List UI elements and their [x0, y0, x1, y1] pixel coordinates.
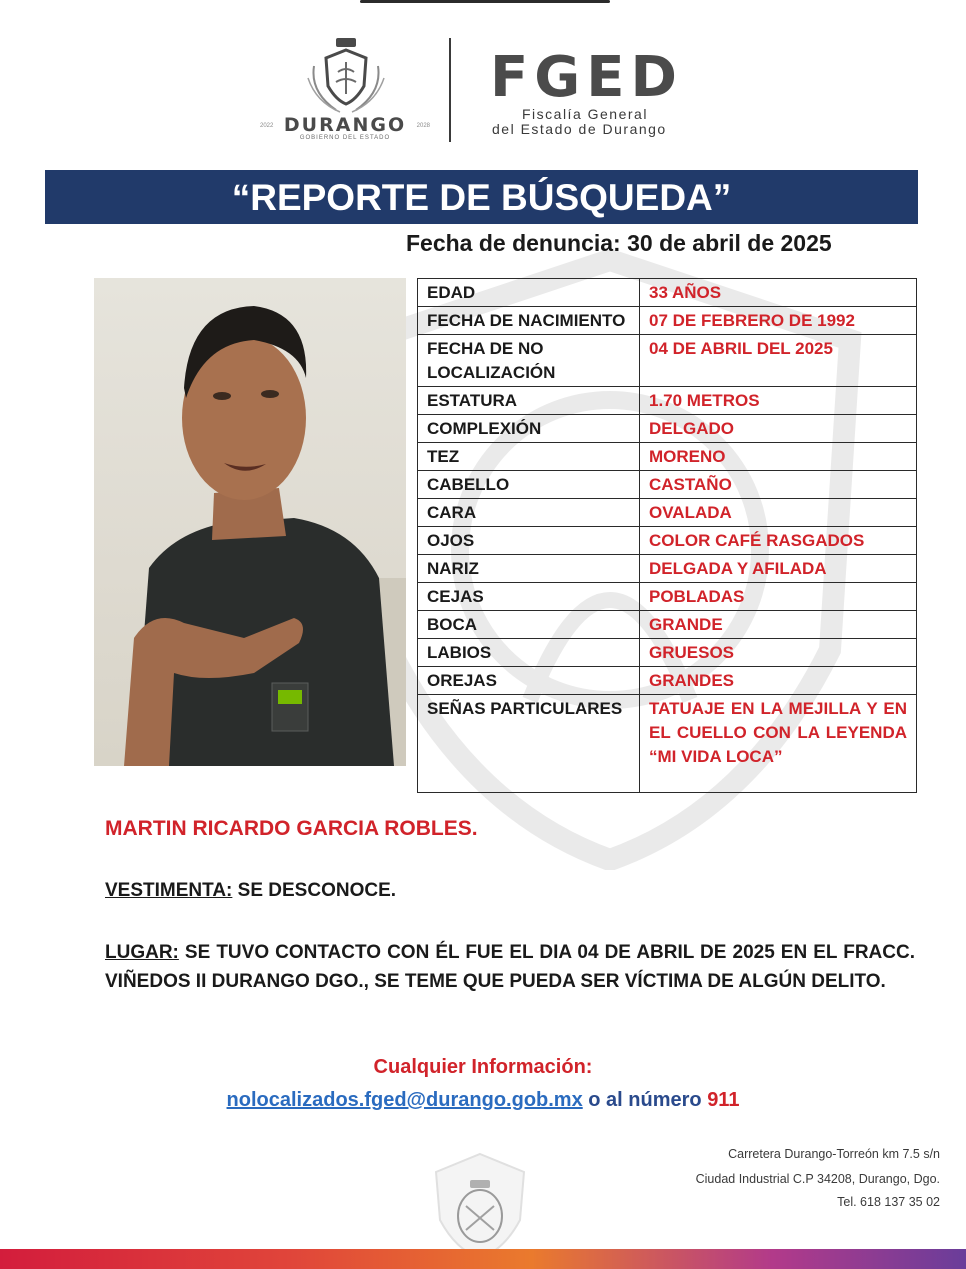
person-name: MARTIN RICARDO GARCIA ROBLES. — [105, 817, 478, 840]
table-row — [418, 555, 917, 583]
row-value: GRANDE — [640, 611, 917, 639]
row-key: FECHA DE NO LOCALIZACIÓN — [418, 335, 640, 387]
table-row — [418, 279, 917, 307]
row-value: DELGADA Y AFILADA — [640, 555, 917, 583]
contact-title: Cualquier Información: — [373, 1056, 593, 1078]
contact-email-link[interactable]: nolocalizados.fged@durango.gob.mx — [226, 1089, 583, 1111]
row-value: 04 DE ABRIL DEL 2025 — [640, 335, 917, 387]
row-key: TEZ — [418, 443, 640, 471]
row-value: CASTAÑO — [640, 471, 917, 499]
place-paragraph — [105, 938, 915, 996]
row-key: ESTATURA — [418, 387, 640, 415]
table-row — [418, 639, 917, 667]
person-photo — [94, 278, 406, 766]
row-key: SEÑAS PARTICULARES — [418, 695, 640, 793]
row-key: COMPLEXIÓN — [418, 415, 640, 443]
row-key: OJOS — [418, 527, 640, 555]
row-value: 33 AÑOS — [640, 279, 917, 307]
row-key: CEJAS — [418, 583, 640, 611]
row-value: TATUAJE EN LA MEJILLA Y EN EL CUELLO CON LA LEYENDA “MI VIDA LOCA” — [640, 695, 917, 793]
header-divider — [449, 38, 451, 142]
row-value: GRANDES — [640, 667, 917, 695]
durango-year-end: 2028 — [416, 123, 430, 129]
place-label: LUGAR: — [105, 942, 179, 963]
top-decorative-line — [360, 0, 610, 3]
row-key: CABELLO — [418, 471, 640, 499]
row-value: MORENO — [640, 443, 917, 471]
row-value: 1.70 METROS — [640, 387, 917, 415]
contact-number: 911 — [707, 1089, 740, 1111]
table-row — [418, 307, 917, 335]
footer-color-bar — [0, 1249, 966, 1269]
row-key: OREJAS — [418, 667, 640, 695]
place-text: SE TUVO CONTACTO CON ÉL FUE EL DIA 04 DE ABRIL DE 2025 EN EL FRACC. VIÑEDOS II DURANGO DGO., SE TEME QUE PUEDA SER VÍCTIMA DE ALGÚN DELITO. — [105, 942, 915, 992]
durango-wordmark: DURANGO — [283, 114, 407, 136]
table-row — [418, 443, 917, 471]
fged-subtitle-line2: del Estado de Durango — [492, 121, 667, 137]
row-value: COLOR CAFÉ RASGADOS — [640, 527, 917, 555]
table-row — [418, 583, 917, 611]
row-key: FECHA DE NACIMIENTO — [418, 307, 640, 335]
row-key: BOCA — [418, 611, 640, 639]
durango-crest-icon — [306, 36, 386, 114]
report-date: Fecha de denuncia: 30 de abril de 2025 — [406, 230, 832, 256]
row-key: LABIOS — [418, 639, 640, 667]
clothing-text: SE DESCONOCE. — [232, 880, 397, 901]
fged-wordmark: FGED — [490, 45, 683, 110]
table-row — [418, 667, 917, 695]
durango-logo — [256, 36, 434, 146]
clothing-line — [105, 880, 396, 902]
contact-line — [0, 1089, 966, 1112]
address-line-2: Ciudad Industrial C.P 34208, Durango, Dgo. — [695, 1172, 940, 1186]
contact-middle-text: o al número — [582, 1089, 708, 1111]
table-row — [418, 415, 917, 443]
clothing-label: VESTIMENTA: — [105, 880, 233, 901]
durango-subtitle: GOBIERNO DEL ESTADO — [299, 135, 391, 141]
state-seal-icon — [430, 1150, 530, 1260]
row-value: DELGADO — [640, 415, 917, 443]
row-value: OVALADA — [640, 499, 917, 527]
row-key: EDAD — [418, 279, 640, 307]
row-key: NARIZ — [418, 555, 640, 583]
table-row — [418, 499, 917, 527]
row-value: GRUESOS — [640, 639, 917, 667]
report-banner: “REPORTE DE BÚSQUEDA” — [45, 170, 918, 224]
table-row — [418, 471, 917, 499]
table-row — [418, 611, 917, 639]
fged-subtitle-line1: Fiscalía General — [522, 106, 648, 122]
address-line-1: Carretera Durango-Torreón km 7.5 s/n — [728, 1147, 940, 1161]
table-row — [418, 335, 917, 387]
description-table — [417, 278, 917, 793]
table-row — [418, 695, 917, 793]
table-row — [418, 387, 917, 415]
row-key: CARA — [418, 499, 640, 527]
table-row — [418, 527, 917, 555]
row-value: 07 DE FEBRERO DE 1992 — [640, 307, 917, 335]
durango-year-start: 2022 — [260, 123, 274, 129]
address-phone: Tel. 618 137 35 02 — [837, 1195, 940, 1209]
row-value: POBLADAS — [640, 583, 917, 611]
person-silhouette-icon — [94, 278, 406, 766]
